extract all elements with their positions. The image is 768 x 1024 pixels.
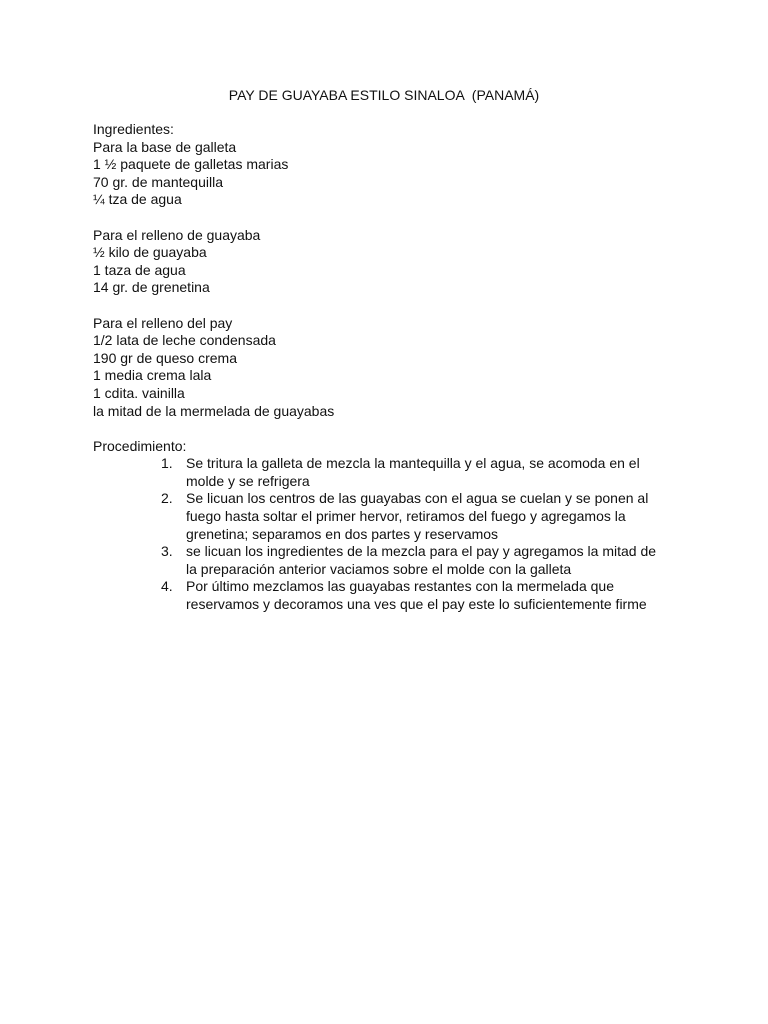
ingredient-item: 14 gr. de grenetina — [93, 279, 210, 296]
section-heading-guava-filling: Para el relleno de guayaba — [93, 226, 261, 243]
step-number: 4. — [161, 578, 173, 595]
procedure-step — [93, 455, 640, 490]
ingredient-item: 1 taza de agua — [93, 261, 186, 278]
ingredient-item: ½ kilo de guayaba — [93, 244, 207, 261]
procedure-steps — [93, 455, 693, 613]
ingredients-heading: Ingredientes: — [93, 121, 174, 137]
step-number: 1. — [161, 455, 173, 472]
section-heading-base: Para la base de galleta — [93, 138, 237, 155]
procedure-heading: Procedimiento: — [93, 437, 187, 454]
step-text: se licuan los ingredientes de la mezcla para el pay y agregamos la mitad de la preparación anterior vaciamos sobre el molde con la galleta — [186, 543, 657, 577]
procedure-step — [93, 543, 657, 578]
ingredient-item: 190 gr de queso crema — [93, 349, 237, 366]
ingredient-item: 1 ½ paquete de galletas marias — [93, 156, 289, 173]
recipe-body — [93, 121, 693, 614]
ingredient-item: 1/2 lata de leche condensada — [93, 332, 276, 349]
procedure-step — [93, 490, 649, 543]
ingredient-item: 1 cdita. vainilla — [93, 384, 185, 401]
spacer — [93, 420, 693, 438]
spacer — [93, 209, 693, 227]
recipe-title: PAY DE GUAYABA ESTILO SINALOA (PANAMÁ) — [228, 87, 540, 103]
step-number: 2. — [161, 490, 173, 507]
step-text: Se tritura la galleta de mezcla la mantequilla y el agua, se acomoda en el molde y se refrigera — [186, 455, 640, 489]
ingredient-item: 70 gr. de mantequilla — [93, 173, 223, 190]
procedure-step — [93, 578, 647, 613]
ingredient-item: ¼ tza de agua — [93, 191, 182, 208]
ingredient-item: 1 media crema lala — [93, 367, 212, 384]
step-number: 3. — [161, 543, 173, 560]
step-text: Se licuan los centros de las guayabas con el agua se cuelan y se ponen al fuego hasta soltar el primer hervor, retiramos del fuego y agregamos la grenetina; separamos en dos partes y reservamos — [186, 490, 649, 542]
step-text: Por último mezclamos las guayabas restantes con la mermelada que reservamos y decoramos una ves que el pay este lo suficientemente firme — [186, 578, 647, 613]
spacer — [93, 297, 693, 315]
ingredient-item: la mitad de la mermelada de guayabas — [93, 402, 335, 419]
section-heading-pie-filling: Para el relleno del pay — [93, 314, 233, 331]
